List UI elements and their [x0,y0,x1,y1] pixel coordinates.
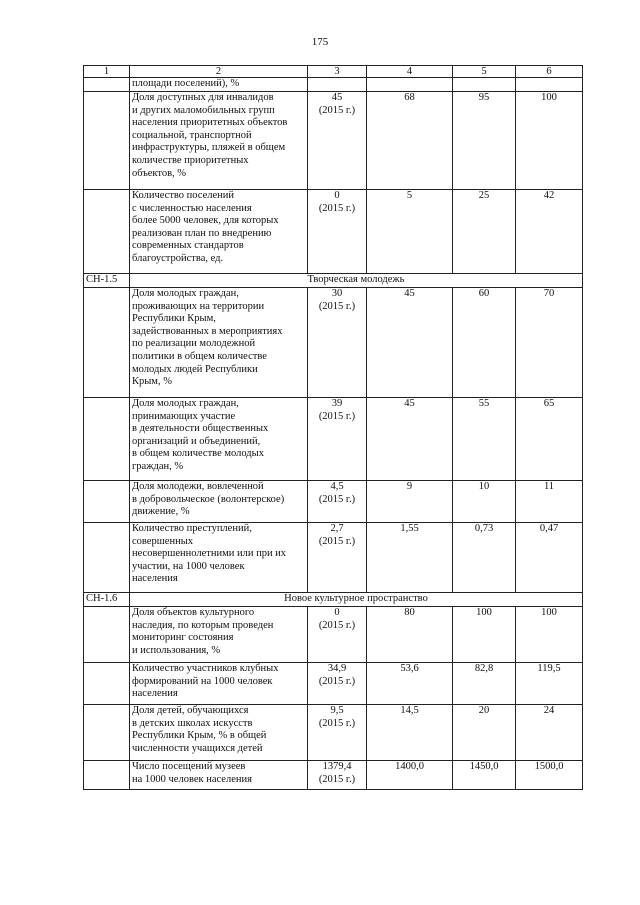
target-value: 1500,0 [516,761,583,790]
row-code [84,78,130,92]
baseline-value: 1379,4 (2015 г.) [308,761,367,790]
section-row [84,274,583,288]
target-value: 20 [453,705,516,761]
target-value: 5 [367,190,453,274]
table-row [84,288,583,398]
baseline-value: 39 (2015 г.) [308,398,367,481]
table-row [84,663,583,705]
target-value: 82,8 [453,663,516,705]
table-row [84,705,583,761]
indicator-name: Количество участников клубных формирований на 1000 человек населения [130,663,308,705]
target-value: 10 [453,481,516,523]
indicator-name: Доля молодых граждан, проживающих на территории Республики Крым, задействованных в мероприятиях по реализации молодежной политики в общем количестве молодых людей Республики Крым, % [130,288,308,398]
baseline-value: 4,5 (2015 г.) [308,481,367,523]
target-value: 100 [516,92,583,190]
indicator-name: Доля молодежи, вовлеченной в добровольческое (волонтерское) движение, % [130,481,308,523]
table-row [84,92,583,190]
row-code [84,481,130,523]
baseline-value: 34,9 (2015 г.) [308,663,367,705]
indicators-table [83,65,583,790]
table-row [84,190,583,274]
table-row [84,607,583,663]
target-value: 95 [453,92,516,190]
baseline-value: 30 (2015 г.) [308,288,367,398]
target-value: 1,55 [367,523,453,593]
target-value: 70 [516,288,583,398]
column-number: 4 [367,66,453,78]
page-number: 175 [311,36,329,48]
target-value: 100 [453,607,516,663]
target-value [367,78,453,92]
target-value: 68 [367,92,453,190]
column-number: 2 [130,66,308,78]
indicator-name: Число посещений музеев на 1000 человек населения [130,761,308,790]
indicator-name: Доля детей, обучающихся в детских школах искусств Республики Крым, % в общей численности учащихся детей [130,705,308,761]
section-code: СН-1.5 [84,274,130,288]
indicator-name: площади поселений), % [130,78,308,92]
indicator-name: Количество поселений с численностью населения более 5000 человек, для которых реализован план по внедрению современных стандартов благоустройства, ед. [130,190,308,274]
column-number: 3 [308,66,367,78]
indicator-name: Количество преступлений, совершенных несовершеннолетними или при их участии, на 1000 человек населения [130,523,308,593]
section-code: СН-1.6 [84,593,130,607]
table-row [84,398,583,481]
row-code [84,705,130,761]
indicator-name: Доля молодых граждан, принимающих участие в деятельности общественных организаций и объединений, в общем количестве молодых граждан, % [130,398,308,481]
section-title: Творческая молодежь [130,274,583,288]
target-value: 45 [367,398,453,481]
table-row [84,761,583,790]
row-code [84,92,130,190]
target-value: 9 [367,481,453,523]
indicator-name: Доля объектов культурного наследия, по которым проведен мониторинг состояния и использования, % [130,607,308,663]
column-number: 1 [84,66,130,78]
row-code [84,190,130,274]
baseline-value [308,78,367,92]
column-number: 6 [516,66,583,78]
baseline-value: 0 (2015 г.) [308,607,367,663]
baseline-value: 45 (2015 г.) [308,92,367,190]
target-value: 24 [516,705,583,761]
row-code [84,523,130,593]
target-value [516,78,583,92]
row-code [84,398,130,481]
baseline-value: 2,7 (2015 г.) [308,523,367,593]
target-value: 0,47 [516,523,583,593]
target-value: 1450,0 [453,761,516,790]
column-number: 5 [453,66,516,78]
table-row [84,78,583,92]
target-value: 55 [453,398,516,481]
indicator-name: Доля доступных для инвалидов и других маломобильных групп населения приоритетных объектов социальной, транспортной инфраструктуры, пляжей в общем количестве приоритетных объектов, % [130,92,308,190]
section-title: Новое культурное пространство [130,593,583,607]
baseline-value: 9,5 (2015 г.) [308,705,367,761]
column-number-row [84,66,583,78]
target-value: 1400,0 [367,761,453,790]
baseline-value: 0 (2015 г.) [308,190,367,274]
target-value: 42 [516,190,583,274]
row-code [84,288,130,398]
row-code [84,761,130,790]
target-value: 53,6 [367,663,453,705]
row-code [84,607,130,663]
table-row [84,523,583,593]
target-value: 45 [367,288,453,398]
target-value: 100 [516,607,583,663]
target-value: 11 [516,481,583,523]
target-value [453,78,516,92]
target-value: 14,5 [367,705,453,761]
target-value: 80 [367,607,453,663]
section-row [84,593,583,607]
table-row [84,481,583,523]
target-value: 119,5 [516,663,583,705]
target-value: 60 [453,288,516,398]
row-code [84,663,130,705]
target-value: 25 [453,190,516,274]
target-value: 65 [516,398,583,481]
target-value: 0,73 [453,523,516,593]
